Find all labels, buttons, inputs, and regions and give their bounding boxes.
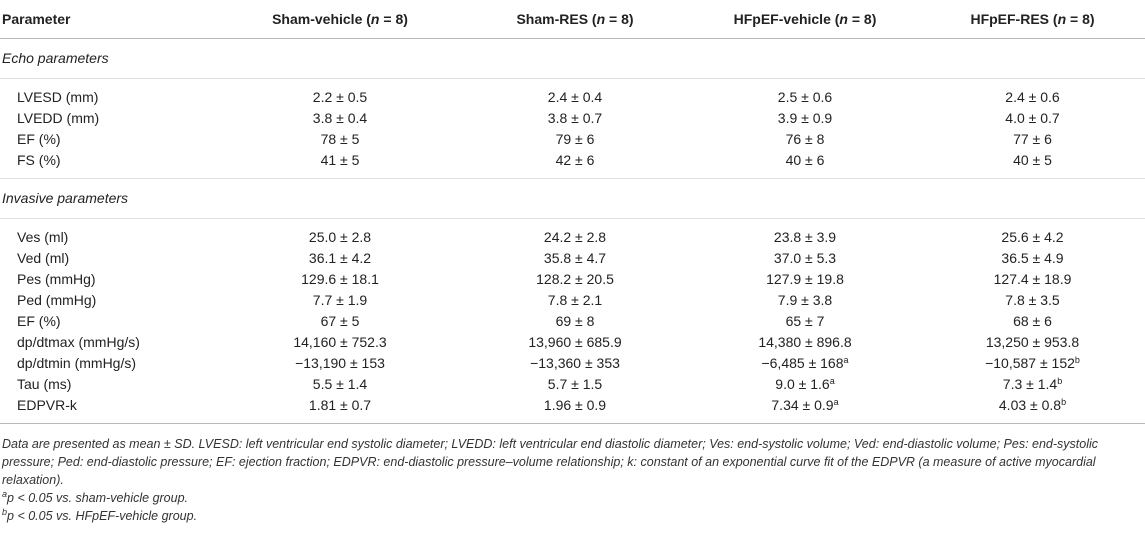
header-hfpef-res: HFpEF-RES (n = 8) <box>920 0 1145 38</box>
row-label: Ped (mmHg) <box>17 291 97 308</box>
cell-value: 7.9 ± 3.8 <box>777 291 833 308</box>
cell-value: 40 ± 6 <box>785 151 825 168</box>
cell-value: 68 ± 6 <box>1013 312 1052 329</box>
cell-value: 35.8 ± 4.7 <box>543 249 607 266</box>
cell-value: 4.03 ± 0.8$^b$ <box>998 396 1067 413</box>
cell-value: 1.81 ± 0.7 <box>308 396 372 413</box>
table-row <box>0 149 1145 170</box>
table-row <box>0 107 1145 128</box>
section-echo-title: Echo parameters <box>0 38 1145 78</box>
cell-value: 5.7 ± 1.5 <box>547 375 603 392</box>
cell-value: 25.6 ± 4.2 <box>1001 228 1064 245</box>
footnotes <box>2 435 1142 525</box>
row-label: EF (%) <box>17 312 61 329</box>
table-row <box>0 310 1145 331</box>
header-sham-res: Sham-RES (n = 8) <box>460 0 690 38</box>
cell-value: 7.8 ± 2.1 <box>547 291 603 308</box>
cell-value: 36.1 ± 4.2 <box>308 249 372 266</box>
cell-value: 2.4 ± 0.4 <box>547 88 603 105</box>
cell-value: 7.34 ± 0.9$^a$ <box>771 396 839 413</box>
cell-value: 9.0 ± 1.6$^a$ <box>775 375 835 392</box>
table-row <box>0 289 1145 310</box>
cell-value: 79 ± 6 <box>555 130 595 147</box>
header-hfpef-vehicle: HFpEF-vehicle (n = 8) <box>690 0 920 38</box>
cell-value: 77 ± 6 <box>1013 130 1052 147</box>
cell-value: 42 ± 6 <box>555 151 595 168</box>
cell-value: 2.2 ± 0.5 <box>312 88 368 105</box>
header-row <box>0 0 1145 38</box>
cell-value: 7.3 ± 1.4$^b$ <box>1002 375 1063 392</box>
significance-mark: b <box>1074 354 1080 365</box>
cell-value: 3.9 ± 0.9 <box>777 109 833 126</box>
spacer <box>0 78 1145 86</box>
footnote-main: Data are presented as mean ± SD. LVESD: left ventricular end systolic diameter; LVEDD: left ventricular end diastolic diameter; Ves: end-systolic volume; Ved: end-diastolic volume; Pes: end-systolic pressure; Ped: end-diastolic pressure; EF: ejection fraction; EDPVR: end-diastolic pressure–volume relationship; k: constant of an exponential curve fit of the EDPVR (a measure of active myocardial relaxation). <box>2 437 1099 487</box>
header-parameter: Parameter <box>0 0 220 38</box>
footnote-b: $^b$p < 0.05 vs. HFpEF-vehicle group. <box>2 507 198 523</box>
cell-value: 7.7 ± 1.9 <box>312 291 368 308</box>
row-label: dp/dtmax (mmHg/s) <box>17 333 140 350</box>
table-row <box>0 394 1145 415</box>
cell-value: 78 ± 5 <box>320 130 360 147</box>
table-row <box>0 226 1145 247</box>
table-body <box>0 38 1145 423</box>
row-label: Pes (mmHg) <box>17 270 96 287</box>
row-label: LVEDD (mm) <box>17 109 100 126</box>
spacer <box>0 170 1145 178</box>
row-label: EF (%) <box>17 130 61 147</box>
cell-value: $-6,485 \pm 168^a$ <box>761 354 849 371</box>
cell-value: 24.2 ± 2.8 <box>543 228 607 245</box>
table-row <box>0 373 1145 394</box>
cell-value: 25.0 ± 2.8 <box>308 228 372 245</box>
table-row <box>0 331 1145 352</box>
significance-mark: a <box>829 375 835 386</box>
cell-value: 13,960 ± 685.9 <box>528 333 622 350</box>
cell-value: 14,380 ± 896.8 <box>758 333 852 350</box>
cell-value: 76 ± 8 <box>785 130 825 147</box>
cell-value: 37.0 ± 5.3 <box>773 249 837 266</box>
cell-value: 14,160 ± 752.3 <box>293 333 387 350</box>
section-echo <box>0 38 1145 78</box>
table-row <box>0 128 1145 149</box>
cell-value: 40 ± 5 <box>1013 151 1052 168</box>
cell-value: 36.5 ± 4.9 <box>1001 249 1064 266</box>
section-invasive-title: Invasive parameters <box>0 178 1145 218</box>
cell-value: 127.9 ± 19.8 <box>766 270 844 287</box>
cell-value: 2.4 ± 0.6 <box>1005 88 1060 105</box>
cell-value: 1.96 ± 0.9 <box>543 396 607 413</box>
cell-value: 2.5 ± 0.6 <box>777 88 833 105</box>
row-label: Ved (ml) <box>17 249 70 266</box>
table-row <box>0 352 1145 373</box>
spacer <box>0 218 1145 226</box>
cell-value: 69 ± 8 <box>555 312 595 329</box>
significance-mark: a <box>843 354 849 365</box>
row-label: dp/dtmin (mmHg/s) <box>17 354 137 371</box>
cell-value: 129.6 ± 18.1 <box>301 270 379 287</box>
row-label: Ves (ml) <box>17 228 69 245</box>
cell-value: 127.4 ± 18.9 <box>993 270 1072 287</box>
cell-value: 4.0 ± 0.7 <box>1005 109 1060 126</box>
section-invasive <box>0 178 1145 218</box>
cell-value: 41 ± 5 <box>320 151 360 168</box>
cell-value: 3.8 ± 0.4 <box>312 109 368 126</box>
table-row <box>0 86 1145 107</box>
significance-mark: a <box>833 396 839 407</box>
row-label: FS (%) <box>17 151 61 168</box>
table-row <box>0 268 1145 289</box>
cell-value: 3.8 ± 0.7 <box>547 109 603 126</box>
table-end <box>0 415 1145 423</box>
cell-value: 23.8 ± 3.9 <box>773 228 837 245</box>
footnote-a: $^a$p < 0.05 vs. sham-vehicle group. <box>2 489 189 505</box>
table-row <box>0 247 1145 268</box>
cell-value: 65 ± 7 <box>785 312 825 329</box>
row-label: EDPVR-k <box>17 396 77 413</box>
cell-value: −13,190 ± 153 <box>295 354 385 371</box>
cell-value: 13,250 ± 953.8 <box>985 333 1080 350</box>
header-sham-vehicle: Sham-vehicle (n = 8) <box>220 0 460 38</box>
row-label: LVESD (mm) <box>17 88 99 105</box>
cell-value: 67 ± 5 <box>320 312 360 329</box>
significance-mark: b <box>1057 375 1063 386</box>
cell-value: 5.5 ± 1.4 <box>312 375 368 392</box>
cell-value: −13,360 ± 353 <box>530 354 620 371</box>
row-label: Tau (ms) <box>17 375 72 392</box>
cell-value: $-10,587 \pm 152^b$ <box>985 354 1080 371</box>
significance-mark: b <box>1061 396 1067 407</box>
cell-value: 7.8 ± 3.5 <box>1005 291 1060 308</box>
cell-value: 128.2 ± 20.5 <box>536 270 614 287</box>
